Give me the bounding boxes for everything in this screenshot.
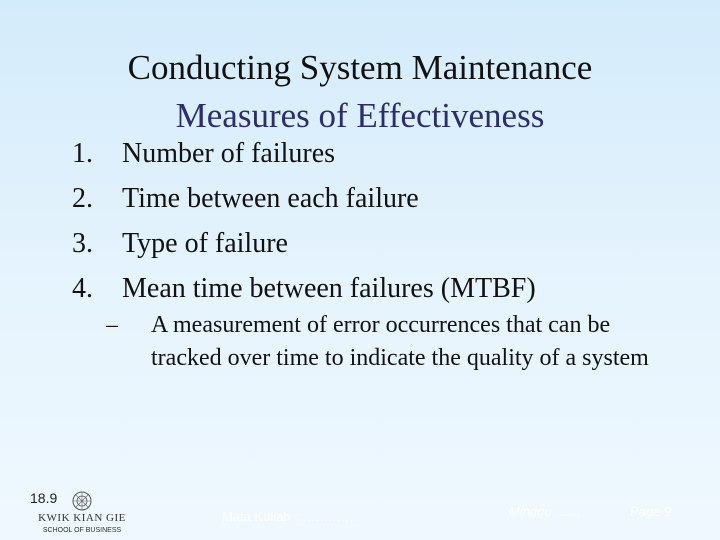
list-number: 4. (72, 273, 93, 304)
course-label: Mata Kuliah :………….. (222, 509, 358, 524)
list-number: 3. (72, 228, 93, 259)
page-label: Page 9 (630, 504, 672, 519)
sub-bullet-text: A measurement of error occurrences that can be tracked over time to indicate the quality of a system (151, 312, 649, 371)
list-text: Mean time between failures (MTBF) (122, 273, 536, 304)
slide-subtitle: Measures of Effectiveness (175, 96, 545, 135)
slide-number: 18.9 (30, 490, 58, 506)
emblem-icon (70, 490, 94, 512)
list-text: Number of failures (122, 138, 336, 169)
list-number: 2. (72, 183, 93, 214)
list-number: 1. (72, 138, 93, 169)
logo-subtitle: SCHOOL OF BUSINESS (42, 527, 122, 534)
slide-title: Conducting System Maintenance (127, 48, 593, 87)
list-text: Time between each failure (122, 183, 419, 214)
week-label: Minggu …… (509, 504, 582, 519)
dash-bullet: – (106, 312, 118, 338)
list-text: Type of failure (122, 228, 288, 259)
logo-name: KWIK KIAN GIE (38, 512, 126, 524)
